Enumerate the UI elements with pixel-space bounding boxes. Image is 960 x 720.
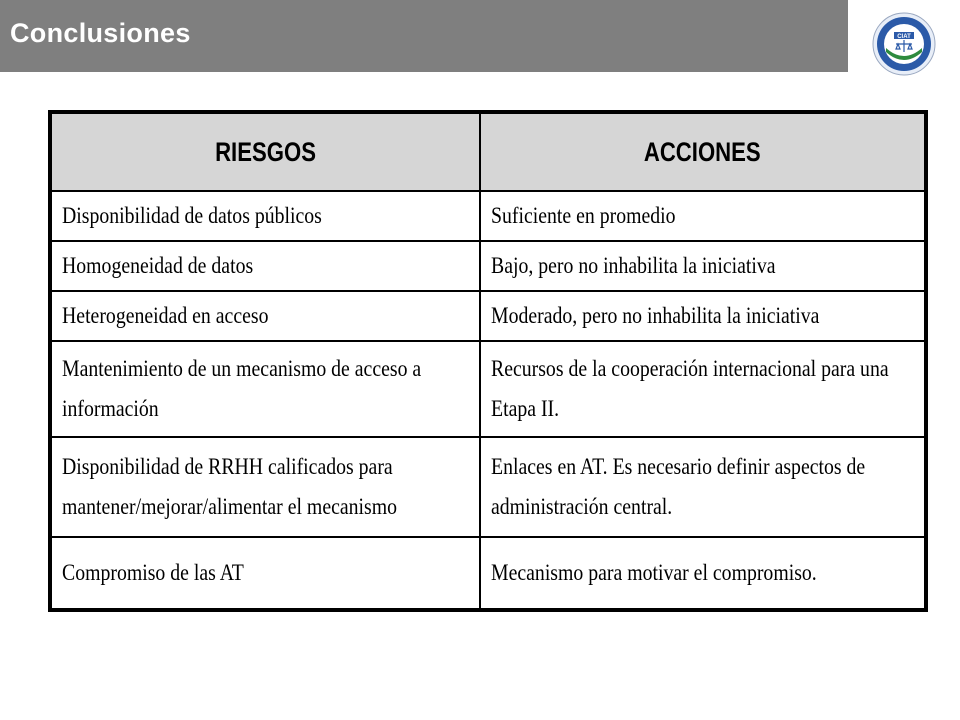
accion-cell: Enlaces en AT. Es necesario definir aspectos de administración central. (480, 437, 925, 537)
riesgo-cell: Disponibilidad de RRHH calificados para mantener/mejorar/alimentar el mecanismo (51, 437, 480, 537)
riesgo-cell: Heterogeneidad en acceso (51, 291, 480, 341)
column-header-acciones: ACCIONES (480, 113, 925, 191)
page-title: Conclusiones (10, 18, 191, 48)
riesgo-cell: Disponibilidad de datos públicos (51, 191, 480, 241)
accion-cell: Bajo, pero no inhabilita la iniciativa (480, 241, 925, 291)
table-row (51, 291, 925, 341)
table-row (51, 437, 925, 537)
accion-cell: Moderado, pero no inhabilita la iniciativa (480, 291, 925, 341)
table-row (51, 241, 925, 291)
accion-cell: Recursos de la cooperación internacional para una Etapa II. (480, 341, 925, 437)
risk-table (48, 110, 928, 612)
logo-text: CIAT (897, 34, 911, 40)
accion-cell: Suficiente en promedio (480, 191, 925, 241)
title-bar (0, 0, 848, 72)
column-header-riesgos: RIESGOS (51, 113, 480, 191)
riesgo-cell: Mantenimiento de un mecanismo de acceso a información (51, 341, 480, 437)
table-row (51, 191, 925, 241)
accion-cell: Mecanismo para motivar el compromiso. (480, 537, 925, 609)
riesgo-cell: Compromiso de las AT (51, 537, 480, 609)
table-header-row (51, 113, 925, 191)
table-row (51, 341, 925, 437)
riesgo-cell: Homogeneidad de datos (51, 241, 480, 291)
ciat-logo (872, 12, 936, 76)
table-row (51, 537, 925, 609)
